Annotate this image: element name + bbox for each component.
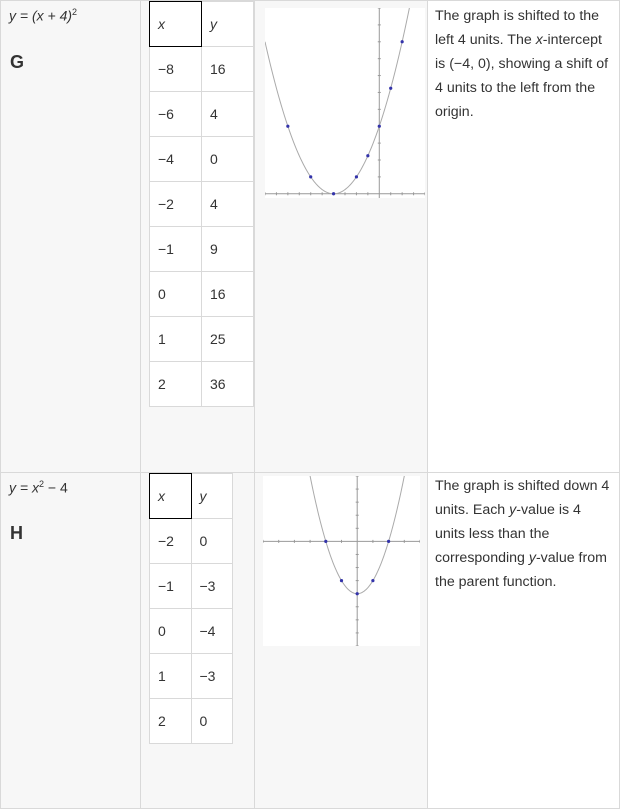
table-row <box>150 609 233 654</box>
equation-exponent: 2 <box>38 479 44 489</box>
description-text: The graph is shifted to the left 4 units. The <box>435 8 600 48</box>
data-point <box>401 40 404 43</box>
row-h <box>0 472 620 809</box>
description-g <box>435 4 613 124</box>
table-cell: 16 <box>202 47 254 92</box>
table-cell: 0 <box>150 272 202 317</box>
data-point <box>286 125 289 128</box>
table-header-x: x <box>150 474 192 519</box>
description-var: x <box>535 32 543 48</box>
values-table-h <box>149 473 233 744</box>
table-cell <box>141 1 255 472</box>
table-header-row <box>150 474 233 519</box>
table-header-y: y <box>202 2 254 47</box>
data-point <box>371 579 374 582</box>
description-h <box>435 474 613 594</box>
table-row <box>150 519 233 564</box>
table-cell: 4 <box>202 92 254 137</box>
table-row <box>150 92 254 137</box>
table-cell: 0 <box>191 699 233 744</box>
parabola-graph-g <box>265 8 425 198</box>
values-table-g <box>149 1 254 407</box>
description-text: The graph is shifted down 4 units. Each <box>435 478 610 518</box>
data-point <box>309 175 312 178</box>
data-point <box>332 192 335 195</box>
table-header-row <box>150 2 254 47</box>
table-cell: −8 <box>150 47 202 92</box>
table-cell: 0 <box>191 519 233 564</box>
data-point <box>387 540 390 543</box>
table-cell: 1 <box>150 317 202 362</box>
equation-cell <box>1 1 141 472</box>
equation-h <box>9 479 68 496</box>
data-point <box>366 154 369 157</box>
graph-cell <box>255 473 428 808</box>
table-cell: −1 <box>150 227 202 272</box>
table-cell: 36 <box>202 362 254 407</box>
table-row <box>150 362 254 407</box>
table-cell: 4 <box>202 182 254 227</box>
table-cell: −1 <box>150 564 192 609</box>
table-cell: −4 <box>191 609 233 654</box>
table-cell: 0 <box>150 609 192 654</box>
table-row <box>150 564 233 609</box>
table-row <box>150 699 233 744</box>
equation-suffix: − 4 <box>43 479 68 496</box>
equation-text: y = (x + 4) <box>9 7 73 24</box>
equation-g <box>9 7 77 24</box>
table-cell: −3 <box>191 654 233 699</box>
description-text: -value is 4 units less than the corresponding <box>435 502 581 566</box>
description-var: y <box>528 550 536 566</box>
answer-letter-h: H <box>10 523 23 543</box>
data-point <box>355 175 358 178</box>
table-cell: −6 <box>150 92 202 137</box>
table-row <box>150 272 254 317</box>
table-row <box>150 227 254 272</box>
table-cell: −2 <box>150 182 202 227</box>
table-row <box>150 317 254 362</box>
description-text: -intercept is (−4, 0), showing a shift of 4 units to the left from the origin. <box>435 32 609 120</box>
data-point <box>340 579 343 582</box>
description-cell <box>428 1 619 472</box>
table-row <box>150 47 254 92</box>
table-header-x: x <box>150 2 202 47</box>
table-cell: 9 <box>202 227 254 272</box>
equation-cell <box>1 473 141 808</box>
parabola-graph-h <box>263 476 420 646</box>
table-cell: 1 <box>150 654 192 699</box>
description-cell <box>428 473 619 808</box>
table-cell: 16 <box>202 272 254 317</box>
data-point <box>378 125 381 128</box>
data-point <box>324 540 327 543</box>
table-header-y: y <box>191 474 233 519</box>
equation-exponent: 2 <box>72 7 78 17</box>
data-point <box>389 87 392 90</box>
description-text: -value from the parent function. <box>435 550 607 590</box>
table-row <box>150 137 254 182</box>
equation-text: y = x <box>9 479 39 496</box>
data-point <box>356 592 359 595</box>
graph-cell <box>255 1 428 472</box>
table-cell: −2 <box>150 519 192 564</box>
description-var: y <box>509 502 517 518</box>
table-cell: −3 <box>191 564 233 609</box>
table-cell: −4 <box>150 137 202 182</box>
table-cell: 0 <box>202 137 254 182</box>
table-row <box>150 182 254 227</box>
table-cell <box>141 473 255 808</box>
table-row <box>150 654 233 699</box>
parabola-curve <box>265 8 411 194</box>
table-cell: 2 <box>150 699 192 744</box>
table-cell: 2 <box>150 362 202 407</box>
answer-letter-g: G <box>10 52 25 72</box>
table-cell: 25 <box>202 317 254 362</box>
